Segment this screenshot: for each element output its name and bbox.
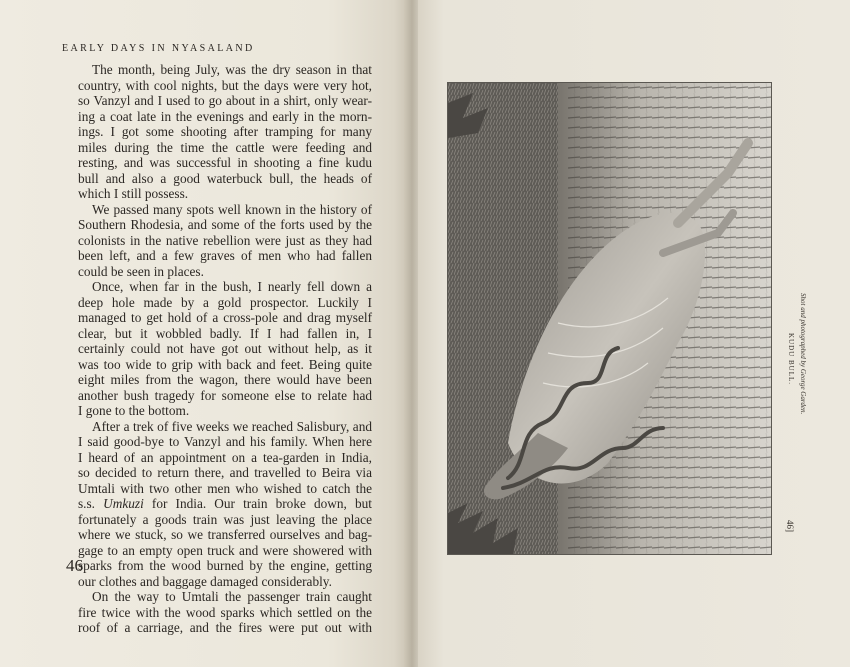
text-line: certainly could not have got out without help, as it bbox=[78, 341, 372, 356]
text-line: could be seen in places. bbox=[78, 263, 204, 279]
text-line: deep hole made by a gold prospector. Luckily I bbox=[78, 294, 372, 310]
text-line: been left, and a few graves of men who had fallen bbox=[78, 248, 372, 263]
text-line: I gone to the bottom. bbox=[78, 403, 190, 418]
text-line: s.s. Umkuzi for India. Our train broke down, but bbox=[78, 496, 373, 511]
text-line: Umtali with two other men who wished to catch the bbox=[78, 480, 372, 496]
text-line: We passed many spots well known in the history of bbox=[92, 201, 372, 217]
text-line: country, with cool nights, but the days were very hot, bbox=[78, 77, 372, 93]
text-line: I heard of an appointment on a tea-garden in India, bbox=[78, 449, 372, 465]
photo-caption bbox=[779, 83, 809, 554]
text-line: fortunately a goods train was just leaving the place bbox=[78, 511, 372, 527]
text-line: managed to get hold of a cross-pole and drag myself bbox=[78, 310, 372, 325]
text-line: ing a coat late in the evenings and early in the morn- bbox=[78, 108, 372, 124]
right-page-number: 46] bbox=[785, 520, 795, 532]
text-line: was too wide to grip with back and feet. Being quite bbox=[78, 356, 372, 372]
page-number: 46 bbox=[66, 556, 83, 575]
text-line: After a trek of five weeks we reached Salisbury, and bbox=[92, 418, 372, 434]
text-line: roof of a carriage, and the fires were put out with bbox=[78, 620, 372, 635]
text-line: On the way to Umtali the passenger train caught bbox=[92, 589, 372, 604]
text-line: Southern Rhodesia, and some of the forts used by the bbox=[78, 217, 372, 232]
text-line: which I still possess. bbox=[78, 186, 189, 201]
text-line: colonists in the native rebellion were just as they had bbox=[78, 232, 372, 248]
text-line: The month, being July, was the dry season in that bbox=[92, 62, 372, 77]
text-line: bull and also a good waterbuck bull, the heads of bbox=[78, 170, 372, 186]
caption-title: KUDU BULL. bbox=[787, 333, 795, 385]
caption-credit: Shot and photographed by George Garden. bbox=[799, 293, 807, 415]
body-text bbox=[78, 62, 372, 636]
text-line: gage to an empty open truck and were showered with bbox=[78, 542, 372, 558]
text-line: where we stuck, so we transferred ourselves and bag- bbox=[78, 527, 372, 542]
running-head: EARLY DAYS IN NYASALAND bbox=[62, 43, 255, 54]
text-line: resting, and was successful in shooting a fine kudu bbox=[78, 155, 372, 170]
text-line: so decided to return there, and travelled to Beira via bbox=[78, 465, 372, 480]
text-line: sparks from the wood burned by the engine, getting bbox=[78, 558, 372, 573]
text-line: Once, when far in the bush, I nearly fell down a bbox=[92, 279, 372, 294]
ship-name: Umkuzi bbox=[103, 496, 144, 511]
text-line: eight miles from the wagon, there would have been bbox=[78, 372, 372, 387]
text-line: our clothes and baggage damaged considerably. bbox=[78, 573, 332, 589]
text-line: I said good-bye to Vanzyl and his family. When here bbox=[78, 434, 372, 449]
text-line: clear, but it wobbled badly. If I had fallen in, I bbox=[78, 325, 372, 341]
text-line: fire twice with the wood sparks which settled on the bbox=[78, 604, 372, 620]
text-line: ings. I got some shooting after tramping for many bbox=[78, 124, 372, 139]
text-line: so Vanzyl and I used to go about in a shirt, only wear- bbox=[78, 93, 372, 108]
kudu-bull-photograph bbox=[448, 83, 771, 554]
text-line: miles during the time the cattle were feeding and bbox=[78, 139, 372, 155]
text-line: another bush tragedy for someone else to relate had bbox=[78, 387, 372, 403]
